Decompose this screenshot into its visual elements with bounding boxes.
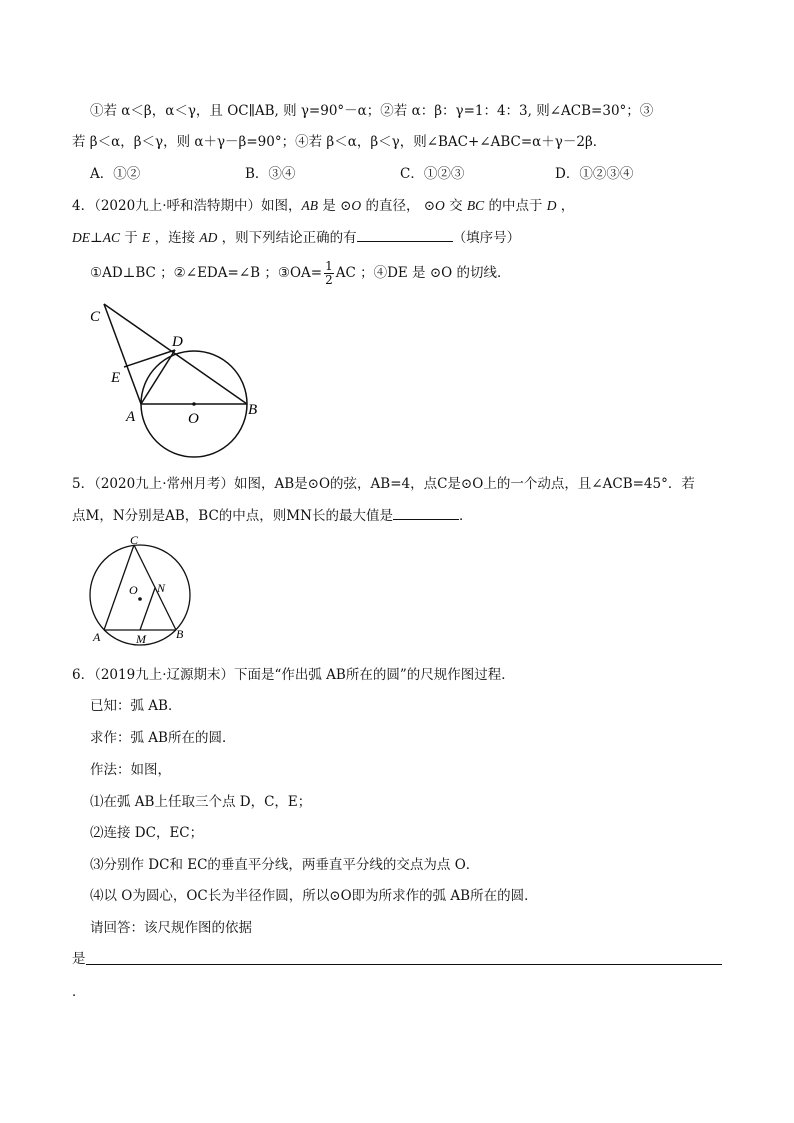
q4-choice-1: ①AD⊥BC [90,265,156,281]
q6-find: 求作：弧 AB所在的圆． [90,730,236,746]
q6-line1: 6．（2019九上·辽源期末）下面是“作出弧 AB所在的圆”的尺规作图过程． [72,667,515,683]
q4-l2f: ，则下列结论正确的有 [217,230,357,246]
q6-method: 作法：如图， [90,762,171,778]
q4-t8: 的中点于 [484,198,547,214]
q3-statement-line2: 若 β＜α，β＜γ，则 α＋γ－β=90°；④若 β＜α，β＜γ，则∠BAC+∠ABC=α＋γ－2β． [72,134,607,150]
q6-known: 已知：弧 AB． [90,698,182,714]
q6-ask: 请回答：该尺规作图的依据 [90,920,252,936]
q5-answer-blank[interactable] [393,505,459,520]
q5-label-a: A [93,630,101,644]
q4-choices [90,260,511,287]
q4-choice-3-4: AC ；④DE 是 ⊙O 的切线． [335,265,511,281]
q4-line1 [72,196,574,216]
q4-label-o: O [188,411,199,427]
q4-center-dot [192,402,196,406]
q4-segment-ca [104,304,141,404]
q4-t2: 是 [318,198,341,214]
q4-label-e: E [111,370,121,386]
q4-segment-da [141,350,175,404]
q4-circle-o: ⊙O [340,198,362,213]
q6-end: ． [72,984,86,1000]
q4-d: D [546,198,557,213]
q3-option-a: A．①② [90,166,141,182]
q4-fraction [324,260,334,287]
q4-circle-o-2: ⊙O [423,198,445,213]
q4-bc: BC [466,198,485,213]
q4-t6: 交 [444,198,467,214]
q6-step4: ⑷以 O为圆心，OC长为半径作圆，所以⊙O即为所求作的弧 AB所在的圆． [90,888,538,904]
q4-label-a: A [126,409,136,425]
q5-label-b: B [176,627,184,641]
q4-line2 [72,227,520,248]
q5-label-m: M [136,632,146,646]
q4-frac-den: 2 [325,273,333,287]
q5-center-dot [138,597,142,601]
q4-choice-2: ；②∠EDA=∠B ；③OA= [155,265,323,281]
q4-l2b: 于 [119,230,143,246]
q6-step1: ⑴在弧 AB上任取三个点 D，C，E； [90,794,312,810]
q4-t4: 的直径， [361,198,424,214]
q4-label-b: B [248,402,258,418]
q4-segment-cb [104,304,247,404]
q5-label-c: C [130,533,139,547]
q4-label-d: D [172,334,183,350]
q5-segment-cb [134,545,176,630]
q4-ab: AB [301,198,318,213]
q6-answer-blank[interactable] [86,964,722,965]
q3-option-d: D．①②③④ [555,166,634,182]
q4-label-c: C [90,309,101,325]
q3-statement-line1: ①若 α＜β，α＜γ，且 OC∥AB, 则 γ=90°－α；②若 α：β：γ=1：4：3, 则∠ACB=30°；③ [90,103,654,119]
q5-segment-mn [140,588,155,630]
q5-line1: 5．（2020九上·常州月考）如图，AB是⊙O的弦，AB=4，点C是⊙O上的一个动点，且∠ACB=45°．若 [72,476,695,492]
q5-figure [84,532,196,648]
q5-label-o: O [129,583,138,597]
q4-de-perp-ac: DE⊥AC [72,230,120,245]
q4-header: 4．（2020九上·呼和浩特期中）如图， [72,198,302,214]
q4-frac-num: 1 [325,259,333,273]
q4-e: E [142,230,151,245]
q4-l2d: ，连接 [150,230,200,246]
q6-step2: ⑵连接 DC，EC； [90,825,204,841]
q5-line2-end: ． [458,508,473,524]
q4-answer-blank[interactable] [357,227,453,242]
q5-label-n: N [157,581,166,595]
q4-l2g: （填序号） [452,230,521,246]
q4-t10: ， [556,198,575,214]
q4-ad: AD [199,230,218,245]
q5-line2-text: 点M，N分别是AB，BC的中点，则MN长的最大值是 [72,508,393,524]
q3-option-c: C．①②③ [400,166,465,182]
q5-line2 [72,505,472,526]
q6-answer-prefix: 是 [72,951,86,967]
q6-step3: ⑶分别作 DC和 EC的垂直平分线，两垂直平分线的交点为点 O． [90,857,480,873]
q4-figure [80,298,270,468]
q3-option-b: B．③④ [245,166,296,182]
